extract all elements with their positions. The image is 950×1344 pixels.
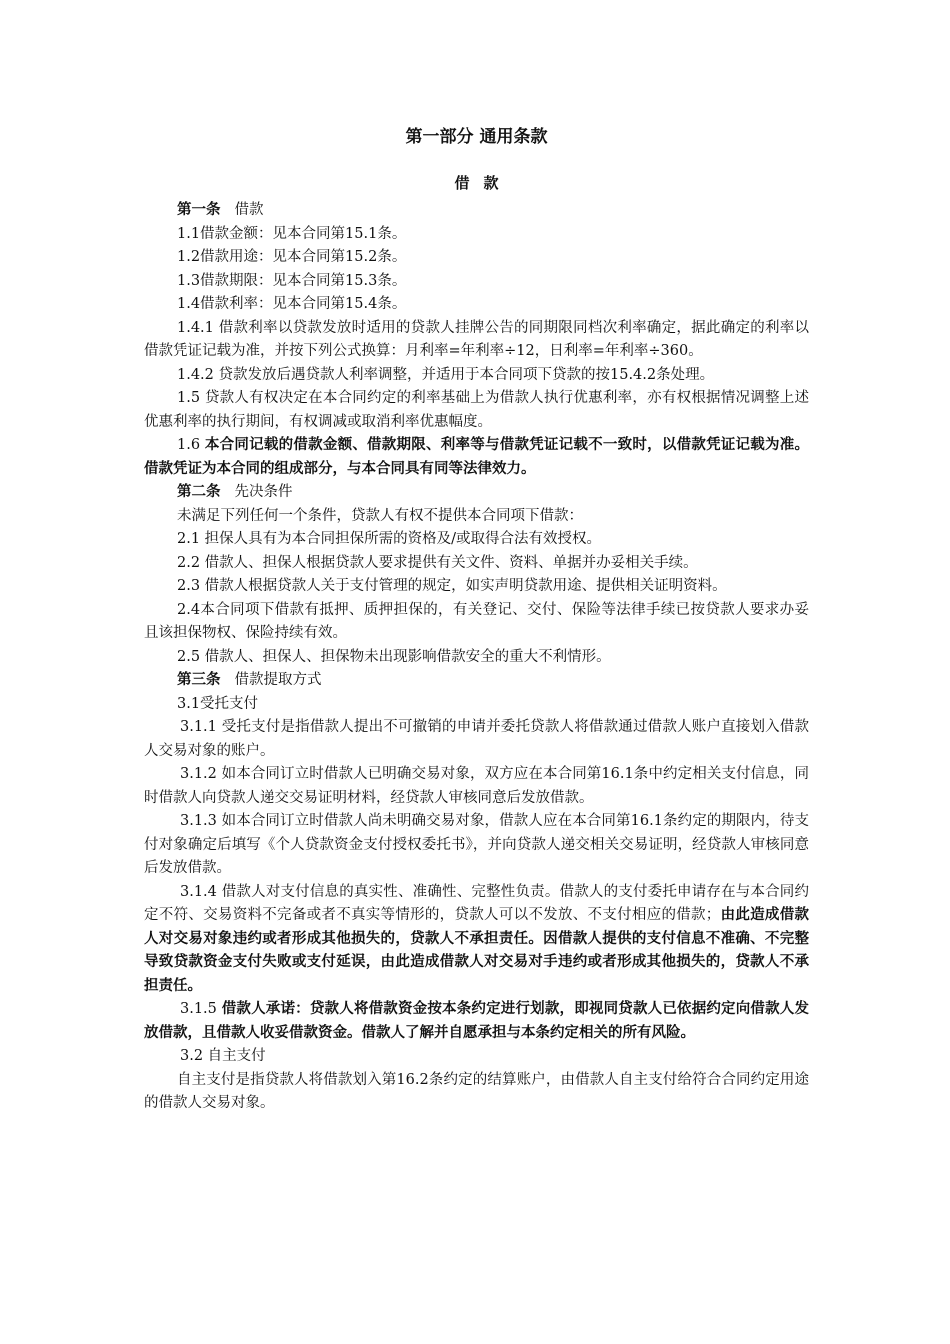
clause-1-4-2: 1.4.2 贷款发放后遇贷款人利率调整，并适用于本合同项下贷款的按15.4.2条处理。 <box>177 366 715 383</box>
clause-2-4: 2.4本合同项下借款有抵押、质押担保的，有关登记、交付、保险等法律手续已按贷款人要求办妥且该担保物权、保险持续有效。 <box>144 601 809 641</box>
article-2-heading <box>144 481 809 505</box>
clause-3-2-text: 自主支付是指贷款人将借款划入第16.2条约定的结算账户，由借款人自主支付给符合合同约定用途的借款人交易对象。 <box>144 1071 809 1111</box>
clause-3-1: 3.1受托支付 <box>177 695 259 712</box>
clause-1-2: 1.2借款用途：见本合同第15.2条。 <box>177 249 407 265</box>
article-label: 第二条 <box>177 484 221 500</box>
clause-number: 3.1.5 <box>180 1001 222 1017</box>
bold-clause-text: 本合同记载的借款金额、借款期限、利率等与借款凭证记载不一致时，以借款凭证记载为准。借款凭证为本合同的组成部分，与本合同具有同等法律效力。 <box>144 437 810 477</box>
clause-3-1-4 <box>144 881 809 999</box>
article-name: 先决条件 <box>234 484 293 500</box>
clause-1-3: 1.3借款期限：见本合同第15.3条。 <box>177 272 407 289</box>
document-page <box>144 118 809 1116</box>
article-label: 第一条 <box>177 202 221 218</box>
clause-3-2: 3.2 自主支付 <box>180 1048 266 1064</box>
bold-clause-text: 借款人承诺：贷款人将借款资金按本条约定进行划款，即视同贷款人已依据约定向借款人发放借款，且借款人收妥借款资金。借款人了解并自愿承担与本条约定相关的所有风险。 <box>144 1001 809 1041</box>
clause-3-1-1: 3.1.1 受托支付是指借款人提出不可撤销的申请并委托贷款人将借款通过借款人账户直接划入借款人交易对象的账户。 <box>144 719 809 759</box>
article-name: 借款 <box>234 202 264 218</box>
article-2-intro: 未满足下列任何一个条件，贷款人有权不提供本合同项下借款： <box>177 507 583 524</box>
clause-text: 3.1.4 借款人对支付信息的真实性、准确性、完整性负责。借款人的支付委托申请存在与本合同约定不符、交易资料不完备或者不真实等情形的，贷款人可以不发放、不支付相应的借款； <box>144 883 809 923</box>
clause-1-4-1: 1.4.1 借款利率以贷款发放时适用的贷款人挂牌公告的同期限同档次利率确定，据此确定的利率以借款凭证记载为准，并按下列公式换算：月利率=年利率÷12，日利率=年利率÷360。 <box>144 319 809 359</box>
clause-1-1: 1.1借款金额：见本合同第15.1条。 <box>177 225 407 242</box>
clause-3-1-2: 3.1.2 如本合同订立时借款人已明确交易对象，双方应在本合同第16.1条中约定相关支付信息，同时借款人向贷款人递交交易证明材料，经贷款人审核同意后发放借款。 <box>144 766 809 806</box>
clause-3-1-5 <box>144 998 809 1045</box>
article-3-heading <box>144 669 809 693</box>
bold-clause-text: 由此造成借款人对交易对象违约或者形成其他损失的，贷款人不承担责任。因借款人提供的支付信息不准确、不完整导致贷款资金支付失败或支付延误，由此造成借款人对交易对手违约或者形成其他损失的，贷款人不承担责任。 <box>144 907 810 994</box>
clause-1-4: 1.4借款利率：见本合同第15.4条。 <box>177 296 407 312</box>
clause-1-5: 1.5 贷款人有权决定在本合同约定的利率基础上为借款人执行优惠利率，亦有权根据情况调整上述优惠利率的执行期间，有权调减或取消利率优惠幅度。 <box>144 390 809 430</box>
section-title: 借款 <box>454 173 513 192</box>
article-1-heading <box>144 199 809 223</box>
clause-number: 1.6 <box>177 437 205 453</box>
clause-2-5: 2.5 借款人、担保人、担保物未出现影响借款安全的重大不利情形。 <box>177 648 611 665</box>
clause-2-2: 2.2 借款人、担保人根据贷款人要求提供有关文件、资料、单据并办妥相关手续。 <box>177 554 698 571</box>
clause-1-6 <box>144 434 809 481</box>
clause-3-1-3: 3.1.3 如本合同订立时借款人尚未明确交易对象，借款人应在本合同第16.1条约定的期限内，待支付对象确定后填写《个人贷款资金支付授权委托书》，并向贷款人递交相关交易证明，经贷款人审核同意后发放借款。 <box>144 813 809 876</box>
page-title: 第一部分 通用条款 <box>405 127 548 147</box>
article-label: 第三条 <box>177 672 221 688</box>
article-name: 借款提取方式 <box>234 672 322 688</box>
clause-2-1: 2.1 担保人具有为本合同担保所需的资格及/或取得合法有效授权。 <box>177 531 602 547</box>
clause-2-3: 2.3 借款人根据贷款人关于支付管理的规定，如实声明贷款用途、提供相关证明资料。 <box>177 578 727 594</box>
